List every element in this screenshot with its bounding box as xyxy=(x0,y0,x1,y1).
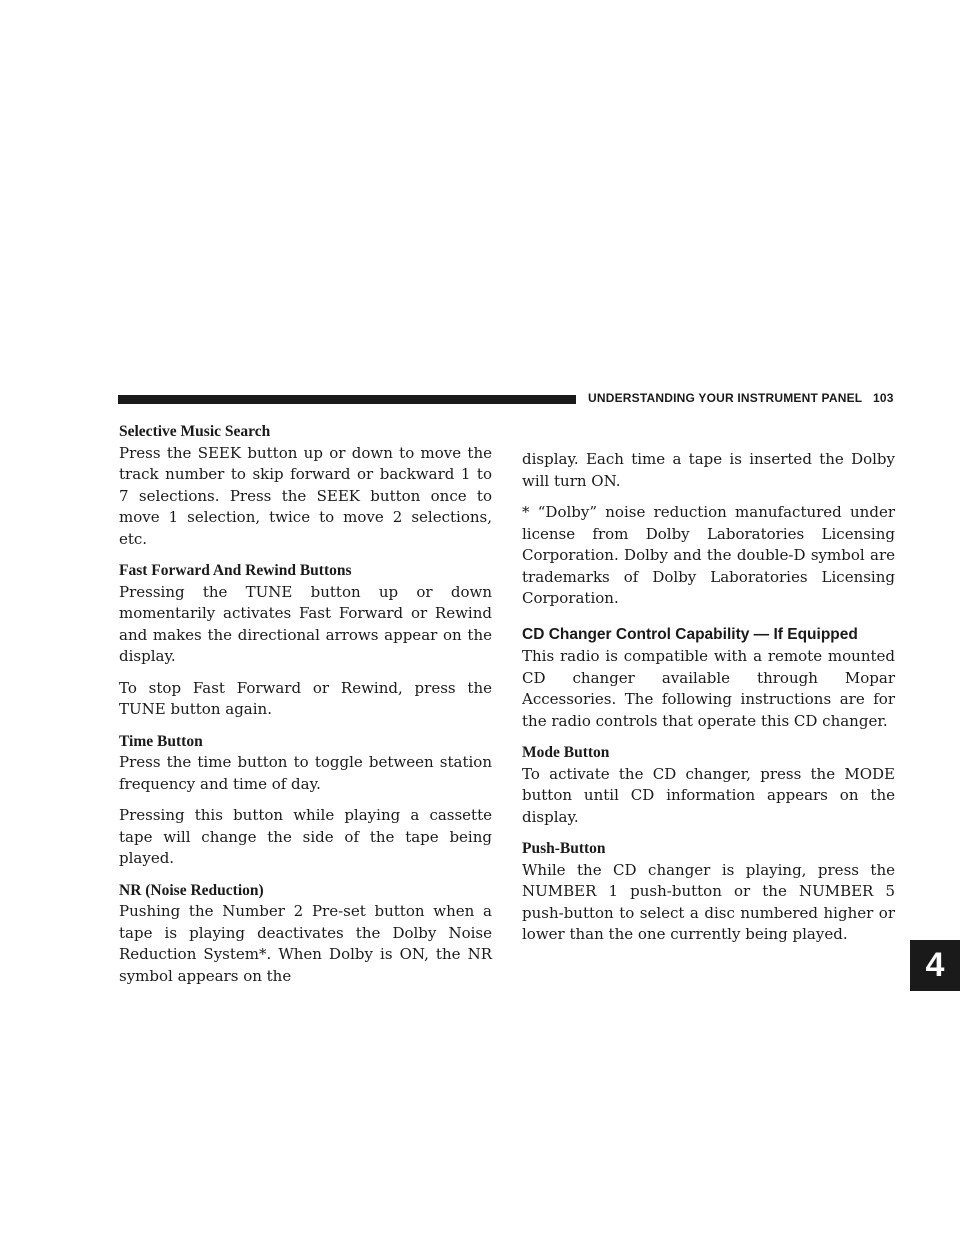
selective-music-search-section xyxy=(119,421,492,550)
cd-changer-section xyxy=(522,624,895,733)
right-column xyxy=(522,449,895,956)
section-heading: Fast Forward And Rewind Buttons xyxy=(119,562,352,579)
section-heading: Push-Button xyxy=(522,840,606,857)
page-number: 103 xyxy=(872,391,894,405)
section-heading: CD Changer Control Capability — If Equipped xyxy=(522,625,858,643)
header-rule xyxy=(118,395,576,404)
paragraph: Pushing the Number 2 Pre-set button when a tape is playing deactivates the Dolby Noise Reduction System*. When Dolby is ON, the NR symbol appears on the xyxy=(119,902,492,985)
paragraph: To activate the CD changer, press the MODE button until CD information appears on the display. xyxy=(522,764,895,826)
paragraph: display. Each time a tape is inserted the Dolby will turn ON. xyxy=(522,450,895,490)
section-heading: NR (Noise Reduction) xyxy=(119,881,264,899)
paragraph: Pressing this button while playing a cassette tape will change the side of the tape being played. xyxy=(119,806,492,867)
paragraph: Pressing the TUNE button up or down momentarily activates Fast Forward or Rewind and makes the directional arrows appear on the display. xyxy=(119,582,492,665)
paragraph: Press the time button to toggle between station frequency and time of day. xyxy=(119,753,492,793)
section-heading: Time Button xyxy=(119,732,203,750)
noise-reduction-section xyxy=(119,880,492,988)
section-heading: Selective Music Search xyxy=(119,423,271,440)
running-title: UNDERSTANDING YOUR INSTRUMENT PANEL xyxy=(588,391,863,405)
mode-button-section xyxy=(522,742,895,828)
paragraph: Press the SEEK button up or down to move the track number to skip forward or backward 1 to 7 selections. Press the SEEK button once to move 1 selection, twice to move 2 selections, etc. xyxy=(119,443,492,548)
chapter-tab: 4 xyxy=(910,940,960,991)
push-button-section xyxy=(522,838,895,946)
left-column xyxy=(119,421,492,997)
paragraph: To stop Fast Forward or Rewind, press the TUNE button again. xyxy=(119,678,492,718)
paragraph: This radio is compatible with a remote mounted CD changer available through Mopar Accessories. The following instructions are for the radio controls that operate this CD changer. xyxy=(522,647,895,730)
time-button-section xyxy=(119,731,492,870)
fast-forward-section xyxy=(119,560,492,721)
paragraph: While the CD changer is playing, press the NUMBER 1 push-button or the NUMBER 5 push-button to select a disc numbered higher or lower than the one currently being played. xyxy=(522,860,895,943)
section-heading: Mode Button xyxy=(522,744,610,761)
running-header xyxy=(588,391,908,405)
footnote: * “Dolby” noise reduction manufactured under license from Dolby Laboratories Licensing Corporation. Dolby and the double-D symbol are trademarks of Dolby Laboratories Licensing Corporation. xyxy=(522,503,895,607)
